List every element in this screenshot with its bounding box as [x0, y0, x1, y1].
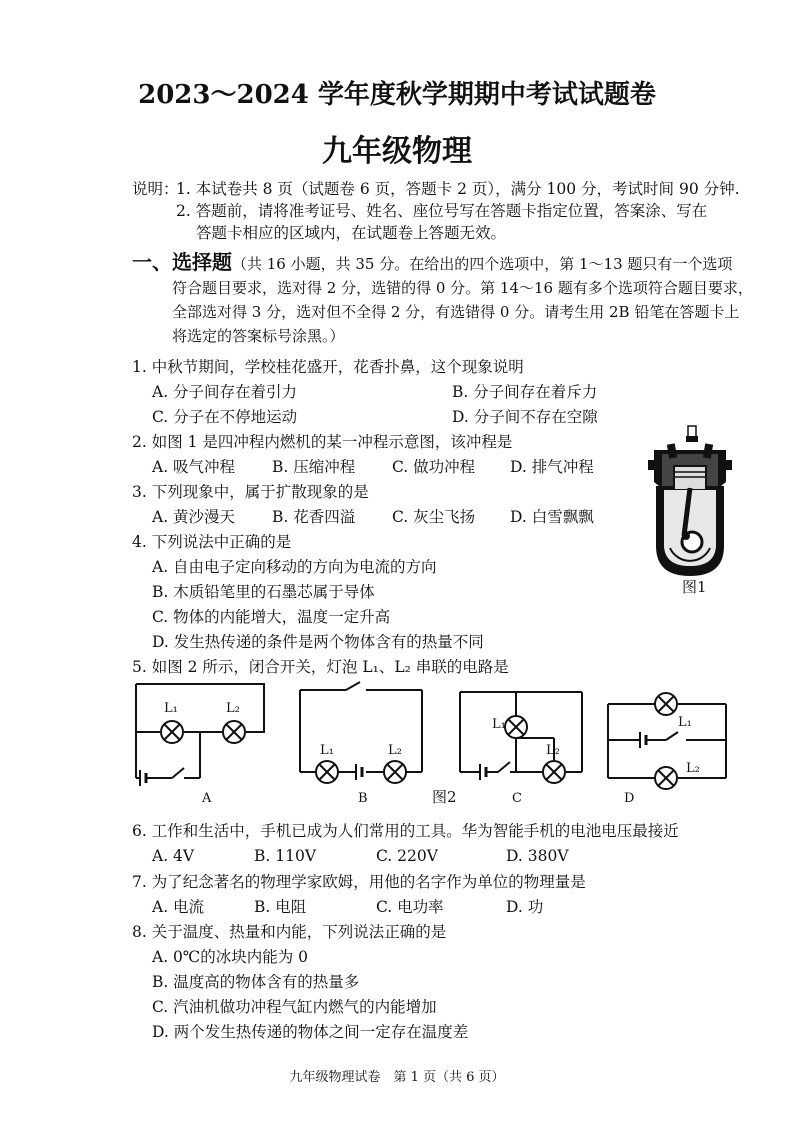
q7-option-d: D. 功 [506, 898, 544, 916]
section-1-rule-line-2: 符合题目要求，选对得 2 分，选错的得 0 分。第 14～16 题有多个选项符合题目要求， [172, 279, 753, 297]
section-1-heading: 一、选择题 [132, 250, 232, 274]
figure-2-caption: 图2 [432, 788, 457, 806]
q2-option-a: A. 吸气冲程 [152, 458, 236, 476]
circuit-c-label: C [512, 791, 522, 806]
instructions-line-3: 答题卡相应的区域内，在试题卷上答题无效。 [196, 224, 507, 242]
figure-1-caption: 图1 [682, 578, 707, 596]
exam-subject: 九年级物理 [322, 134, 472, 169]
section-1 [132, 250, 732, 276]
section-1-rule-line-1: （共 16 小题，共 35 分。在给出的四个选项中，第 1～13 题只有一个选项 [232, 255, 733, 273]
figure-1-engine-diagram [640, 426, 740, 602]
instructions-label: 说明： [132, 180, 179, 198]
q7-option-b: B. 电阻 [254, 898, 307, 916]
page-footer: 九年级物理试卷 第 1 页（共 6 页） [289, 1070, 505, 1085]
circuit-c [460, 692, 582, 783]
section-1-rule-line-4: 将选定的答案标号涂黑。） [172, 327, 345, 345]
q1-option-d: D. 分子间不存在空隙 [452, 408, 598, 426]
q7-option-a: A. 电流 [152, 898, 205, 916]
circuit-a-lamp2-label: L₂ [226, 701, 240, 716]
q8-option-b: B. 温度高的物体含有的热量多 [152, 973, 360, 991]
circuit-d-label: D [624, 791, 635, 806]
circuit-b-lamp2-label: L₂ [388, 743, 402, 758]
circuit-d-lamp2-label: L₂ [686, 761, 700, 776]
instructions-line-2: 2. 答题前，请将准考证号、姓名、座位号写在答题卡指定位置，答案涂、写在 [176, 202, 708, 220]
q8-option-d: D. 两个发生热传递的物体之间一定存在温度差 [152, 1023, 469, 1041]
q6-option-a: A. 4V [152, 847, 195, 865]
q4-option-b: B. 木质铅笔里的石墨芯属于导体 [152, 583, 375, 601]
circuit-a [136, 684, 264, 778]
q6-option-b: B. 110V [254, 847, 317, 865]
q3-option-a: A. 黄沙漫天 [152, 508, 236, 526]
q4-option-a: A. 自由电子定向移动的方向为电流的方向 [152, 558, 437, 576]
q8-option-a: A. 0℃的冰块内能为 0 [152, 948, 309, 966]
section-1-rule-line-3: 全部选对得 3 分，选对但不全得 2 分，有选错得 0 分。请考生用 2B 铅笔在答题卡上 [172, 303, 740, 321]
q8-option-c: C. 汽油机做功冲程气缸内燃气的内能增加 [152, 998, 437, 1016]
q5-stem: 5. 如图 2 所示，闭合开关，灯泡 L₁、L₂ 串联的电路是 [132, 658, 509, 676]
q3-stem: 3. 下列现象中，属于扩散现象的是 [132, 483, 369, 501]
circuit-a-lamp1-label: L₁ [164, 701, 178, 716]
q1-option-b: B. 分子间存在着斥力 [452, 383, 598, 401]
circuit-a-battery [140, 770, 146, 786]
q3-option-d: D. 白雪飘飘 [510, 508, 594, 526]
circuit-b-label: B [358, 791, 368, 806]
q1-stem: 1. 中秋节期间，学校桂花盛开，花香扑鼻，这个现象说明 [132, 358, 524, 376]
q2-stem: 2. 如图 1 是四冲程内燃机的某一冲程示意图，该冲程是 [132, 433, 513, 451]
q3-option-c: C. 灰尘飞扬 [392, 508, 476, 526]
q4-option-d: D. 发生热传递的条件是两个物体含有的热量不同 [152, 633, 484, 651]
circuit-c-lamp2-label: L₂ [546, 743, 560, 758]
q6-option-d: D. 380V [506, 847, 569, 865]
q2-option-d: D. 排气冲程 [510, 458, 594, 476]
circuit-a-label: A [202, 791, 212, 806]
exam-title: 2023～2024 学年度秋学期期中考试试题卷 [138, 80, 656, 110]
q7-option-c: C. 电功率 [376, 898, 444, 916]
q4-stem: 4. 下列说法中正确的是 [132, 533, 292, 551]
circuit-c-lamp1-label: L₁ [492, 717, 506, 732]
q1-option-c: C. 分子在不停地运动 [152, 408, 298, 426]
q1-option-a: A. 分子间存在着引力 [152, 383, 298, 401]
q4-option-c: C. 物体的内能增大，温度一定升高 [152, 608, 391, 626]
circuit-b [300, 682, 422, 783]
q2-option-b: B. 压缩冲程 [272, 458, 356, 476]
q3-option-b: B. 花香四溢 [272, 508, 356, 526]
q6-stem: 6. 工作和生活中，手机已成为人们常用的工具。华为智能手机的电池电压最接近 [132, 822, 679, 840]
circuit-b-lamp1-label: L₁ [320, 743, 334, 758]
q6-option-c: C. 220V [376, 847, 438, 865]
q7-stem: 7. 为了纪念著名的物理学家欧姆，用他的名字作为单位的物理量是 [132, 873, 586, 891]
q8-stem: 8. 关于温度、热量和内能，下列说法正确的是 [132, 923, 447, 941]
circuit-d-lamp1-label: L₁ [678, 715, 692, 730]
instructions-line-1: 1. 本试卷共 8 页（试题卷 6 页，答题卡 2 页），满分 100 分，考试时间 90 分钟. [176, 180, 740, 198]
q2-option-c: C. 做功冲程 [392, 458, 476, 476]
figure-2-circuit-diagrams [126, 676, 700, 812]
